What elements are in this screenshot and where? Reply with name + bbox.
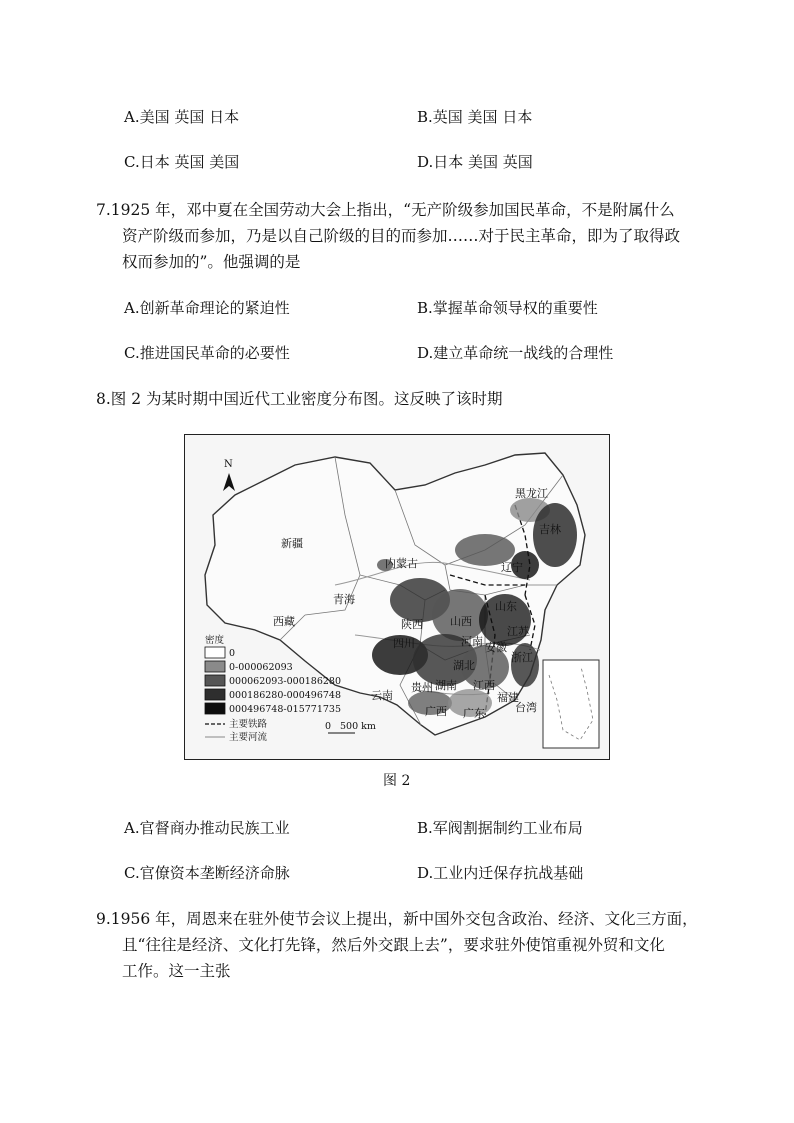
label-yunnan: 云南	[371, 689, 393, 702]
label-sichuan: 四川	[393, 637, 415, 650]
label-hunan: 湖南	[435, 679, 457, 692]
label-anhui: 安徽	[485, 641, 507, 654]
label-shandong: 山东	[495, 600, 517, 613]
legend-label-2: 000062093-000186280	[229, 676, 342, 687]
label-taiwan: 台湾	[515, 701, 537, 714]
q6-option-b: B.英国 美国 日本	[417, 108, 533, 126]
q7-stem-line-2: 资产阶级而参加，乃是以自己阶级的目的而参加……对于民主革命，即为了取得政	[122, 227, 681, 245]
legend-label-4: 000496748-015771735	[229, 704, 342, 715]
north-label: N	[224, 459, 233, 470]
label-hubei: 湖北	[453, 659, 475, 672]
q8-option-a: A.官督商办推动民族工业	[124, 819, 290, 837]
q7-stem-line-1: 7.1925 年，邓中夏在全国劳动大会上指出，“无产阶级参加国民革命，不是附属什么	[96, 201, 675, 219]
label-zhejiang: 浙江	[511, 651, 533, 664]
legend-title: 密度	[205, 635, 225, 646]
label-henan: 河南	[461, 635, 483, 648]
label-jiangxi: 江西	[473, 679, 495, 692]
q7-option-c: C.推进国民革命的必要性	[124, 344, 290, 362]
label-jilin: 吉林	[539, 523, 561, 536]
q7-option-d: D.建立革命统一战线的合理性	[417, 344, 614, 362]
legend-swatch-4	[205, 703, 225, 714]
label-heilongjiang: 黑龙江	[515, 487, 548, 500]
legend-swatch-0	[205, 647, 225, 658]
label-shaanxi: 陕西	[401, 618, 423, 631]
legend-swatch-1	[205, 661, 225, 672]
scale-bar	[325, 721, 376, 733]
scale-distance: 500 km	[340, 721, 376, 732]
legend-label-1: 0-000062093	[229, 662, 293, 673]
north-arrow	[223, 473, 235, 491]
q9-stem-line-2: 且“往往是经济、文化打先锋，然后外交跟上去”，要求驻外使馆重视外贸和文化	[122, 936, 665, 954]
label-xizang: 西藏	[273, 615, 295, 628]
label-xinjiang: 新疆	[281, 537, 303, 550]
q7-stem-line-3: 权而参加的”。他强调的是	[122, 253, 301, 271]
label-fujian: 福建	[497, 691, 519, 704]
scale-zero: 0	[325, 721, 332, 732]
figure-caption: 图 2	[383, 773, 411, 789]
q7-option-a: A.创新革命理论的紧迫性	[124, 299, 290, 317]
q8-option-b: B.军阀割据制约工业布局	[417, 819, 583, 837]
legend-swatch-3	[205, 689, 225, 700]
q6-option-c: C.日本 英国 美国	[124, 153, 240, 171]
label-liaoning: 辽宁	[501, 561, 523, 574]
q6-option-d: D.日本 美国 英国	[417, 153, 533, 171]
label-guizhou: 贵州	[411, 681, 433, 694]
q6-option-a: A.美国 英国 日本	[124, 108, 240, 126]
industry-density-map	[184, 434, 610, 760]
q8-option-c: C.官僚资本垄断经济命脉	[124, 864, 290, 882]
china-map-svg	[185, 435, 610, 760]
legend-label-0: 0	[229, 648, 236, 659]
legend-swatch-2	[205, 675, 225, 686]
q9-stem-line-3: 工作。这一主张	[122, 962, 231, 980]
q8-stem: 8.图 2 为某时期中国近代工业密度分布图。这反映了该时期	[96, 390, 503, 408]
label-guangdong: 广东	[463, 707, 485, 720]
label-shanxi: 山西	[450, 615, 472, 628]
label-qinghai: 青海	[333, 593, 355, 606]
q7-option-b: B.掌握革命领导权的重要性	[417, 299, 598, 317]
label-jiangsu: 江苏	[507, 625, 529, 638]
legend-railway-label: 主要铁路	[229, 719, 268, 730]
legend-river-label: 主要河流	[229, 732, 268, 743]
legend-label-3: 000186280-000496748	[229, 690, 342, 701]
q9-stem-line-1: 9.1956 年，周恩来在驻外使节会议上提出，新中国外交包含政治、经济、文化三方面，	[96, 910, 698, 928]
q8-option-d: D.工业内迁保存抗战基础	[417, 864, 584, 882]
label-neimenggu: 内蒙古	[385, 557, 418, 570]
label-guangxi: 广西	[425, 705, 447, 718]
